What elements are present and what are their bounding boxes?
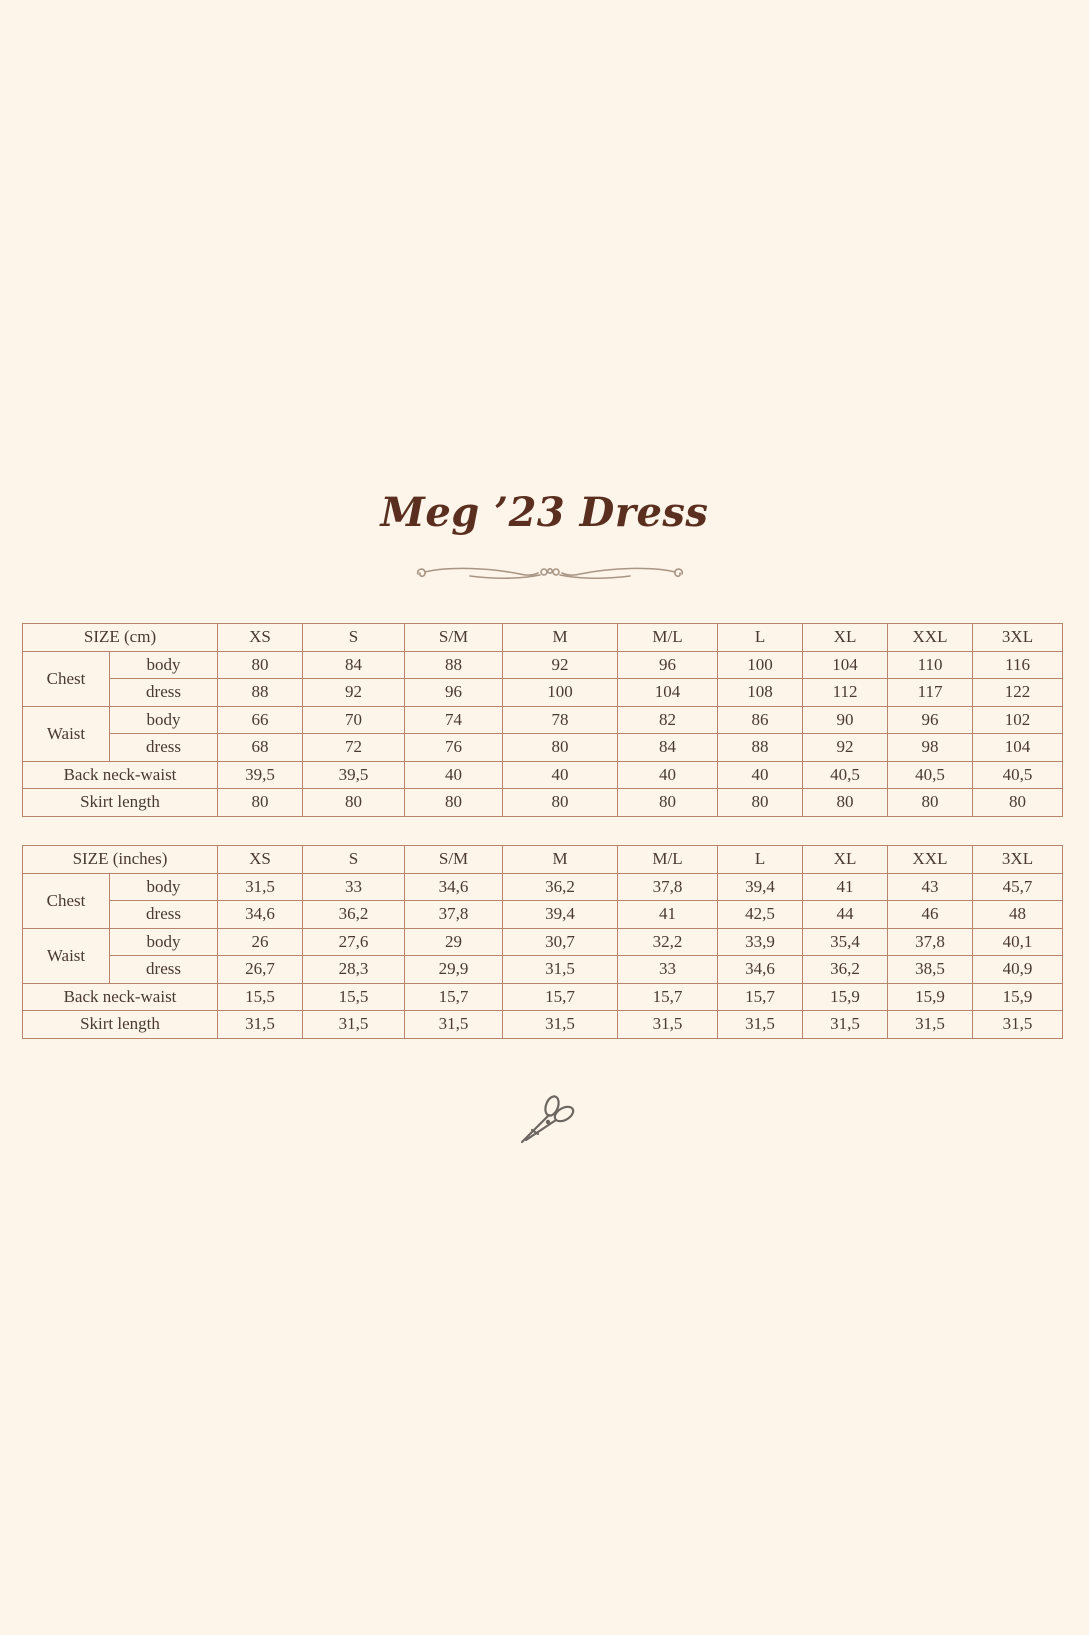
table-cell: 15,7 xyxy=(503,983,618,1011)
table-cell: 33 xyxy=(303,873,405,901)
table-cell: 37,8 xyxy=(618,873,718,901)
row-group-label: Chest xyxy=(23,651,110,706)
table-cell: 40,5 xyxy=(803,761,888,789)
row-sub-label: dress xyxy=(110,901,218,929)
table-cell: 100 xyxy=(503,679,618,707)
size-header-cell: L xyxy=(718,846,803,874)
size-header-label: SIZE (cm) xyxy=(23,624,218,652)
size-header-cell: S xyxy=(303,624,405,652)
table-cell: 92 xyxy=(303,679,405,707)
table-row xyxy=(23,873,1063,901)
table-cell: 80 xyxy=(973,789,1063,817)
table-cell: 46 xyxy=(888,901,973,929)
table-cell: 43 xyxy=(888,873,973,901)
table-row xyxy=(23,983,1063,1011)
table-cell: 40 xyxy=(718,761,803,789)
table-cell: 96 xyxy=(888,706,973,734)
table-cell: 41 xyxy=(618,901,718,929)
table-cell: 72 xyxy=(303,734,405,762)
table-cell: 39,5 xyxy=(303,761,405,789)
table-cell: 88 xyxy=(405,651,503,679)
row-group-label: Chest xyxy=(23,873,110,928)
table-cell: 41 xyxy=(803,873,888,901)
size-header-cell: S/M xyxy=(405,846,503,874)
row-sub-label: body xyxy=(110,928,218,956)
size-header-cell: M xyxy=(503,624,618,652)
row-sub-label: body xyxy=(110,651,218,679)
table-cell: 29 xyxy=(405,928,503,956)
table-cell: 39,4 xyxy=(503,901,618,929)
table-cell: 68 xyxy=(218,734,303,762)
table-cell: 40 xyxy=(618,761,718,789)
table-cell: 37,8 xyxy=(405,901,503,929)
size-header-cell: M/L xyxy=(618,846,718,874)
table-row xyxy=(23,789,1063,817)
table-row xyxy=(23,651,1063,679)
table-cell: 15,7 xyxy=(618,983,718,1011)
scissors-icon xyxy=(518,1092,580,1146)
table-cell: 96 xyxy=(405,679,503,707)
size-header-cell: XXL xyxy=(888,846,973,874)
table-cell: 34,6 xyxy=(405,873,503,901)
table-cell: 15,7 xyxy=(718,983,803,1011)
row-sub-label: dress xyxy=(110,679,218,707)
table-cell: 31,5 xyxy=(803,1011,888,1039)
size-header-cell: 3XL xyxy=(973,846,1063,874)
size-header-cell: XL xyxy=(803,846,888,874)
table-cell: 27,6 xyxy=(303,928,405,956)
size-header-cell: XS xyxy=(218,846,303,874)
table-header-row xyxy=(23,846,1063,874)
table-cell: 31,5 xyxy=(618,1011,718,1039)
table-row xyxy=(23,761,1063,789)
table-cell: 30,7 xyxy=(503,928,618,956)
table-cell: 48 xyxy=(973,901,1063,929)
table-row xyxy=(23,928,1063,956)
table-cell: 92 xyxy=(503,651,618,679)
page-title: Meg ’23 Dress xyxy=(380,489,709,536)
row-sub-label: dress xyxy=(110,956,218,984)
table-cell: 39,4 xyxy=(718,873,803,901)
table-cell: 80 xyxy=(405,789,503,817)
table-cell: 40 xyxy=(405,761,503,789)
table-cell: 36,2 xyxy=(303,901,405,929)
table-cell: 15,9 xyxy=(973,983,1063,1011)
table-cell: 92 xyxy=(803,734,888,762)
table-cell: 28,3 xyxy=(303,956,405,984)
table-cell: 34,6 xyxy=(718,956,803,984)
size-header-cell: M xyxy=(503,846,618,874)
table-cell: 31,5 xyxy=(218,1011,303,1039)
table-cell: 31,5 xyxy=(303,1011,405,1039)
table-cell: 36,2 xyxy=(803,956,888,984)
size-table-inches xyxy=(22,845,1063,1039)
table-cell: 80 xyxy=(218,651,303,679)
table-cell: 80 xyxy=(888,789,973,817)
table-cell: 34,6 xyxy=(218,901,303,929)
table-cell: 116 xyxy=(973,651,1063,679)
ornamental-flourish-icon xyxy=(410,560,690,588)
table-cell: 40,1 xyxy=(973,928,1063,956)
size-header-cell: S xyxy=(303,846,405,874)
table-cell: 80 xyxy=(718,789,803,817)
table-cell: 15,5 xyxy=(303,983,405,1011)
table-cell: 117 xyxy=(888,679,973,707)
table-cell: 122 xyxy=(973,679,1063,707)
table-cell: 86 xyxy=(718,706,803,734)
table-cell: 38,5 xyxy=(888,956,973,984)
table-cell: 80 xyxy=(803,789,888,817)
table-cell: 40,5 xyxy=(973,761,1063,789)
table-cell: 104 xyxy=(803,651,888,679)
table-cell: 45,7 xyxy=(973,873,1063,901)
size-header-cell: S/M xyxy=(405,624,503,652)
table-cell: 31,5 xyxy=(503,956,618,984)
size-header-cell: XXL xyxy=(888,624,973,652)
row-label: Back neck-waist xyxy=(23,983,218,1011)
row-sub-label: body xyxy=(110,873,218,901)
table-cell: 80 xyxy=(503,789,618,817)
table-cell: 15,9 xyxy=(803,983,888,1011)
table-cell: 26,7 xyxy=(218,956,303,984)
table-cell: 78 xyxy=(503,706,618,734)
table-cell: 33 xyxy=(618,956,718,984)
table-cell: 70 xyxy=(303,706,405,734)
row-group-label: Waist xyxy=(23,706,110,761)
table-cell: 76 xyxy=(405,734,503,762)
table-cell: 104 xyxy=(618,679,718,707)
table-cell: 35,4 xyxy=(803,928,888,956)
table-cell: 108 xyxy=(718,679,803,707)
table-row xyxy=(23,734,1063,762)
row-sub-label: dress xyxy=(110,734,218,762)
row-label: Back neck-waist xyxy=(23,761,218,789)
table-cell: 39,5 xyxy=(218,761,303,789)
size-header-cell: M/L xyxy=(618,624,718,652)
table-cell: 33,9 xyxy=(718,928,803,956)
table-cell: 102 xyxy=(973,706,1063,734)
table-cell: 100 xyxy=(718,651,803,679)
table-cell: 98 xyxy=(888,734,973,762)
table-cell: 110 xyxy=(888,651,973,679)
table-cell: 84 xyxy=(303,651,405,679)
table-cell: 40 xyxy=(503,761,618,789)
table-cell: 80 xyxy=(218,789,303,817)
table-cell: 36,2 xyxy=(503,873,618,901)
row-label: Skirt length xyxy=(23,1011,218,1039)
table-cell: 31,5 xyxy=(973,1011,1063,1039)
table-cell: 31,5 xyxy=(503,1011,618,1039)
table-cell: 82 xyxy=(618,706,718,734)
table-cell: 31,5 xyxy=(218,873,303,901)
table-cell: 42,5 xyxy=(718,901,803,929)
table-cell: 80 xyxy=(618,789,718,817)
table-cell: 66 xyxy=(218,706,303,734)
table-cell: 26 xyxy=(218,928,303,956)
table-cell: 88 xyxy=(218,679,303,707)
table-cell: 90 xyxy=(803,706,888,734)
table-cell: 74 xyxy=(405,706,503,734)
table-header-row xyxy=(23,624,1063,652)
table-row xyxy=(23,679,1063,707)
size-header-cell: L xyxy=(718,624,803,652)
table-cell: 29,9 xyxy=(405,956,503,984)
row-sub-label: body xyxy=(110,706,218,734)
table-cell: 31,5 xyxy=(718,1011,803,1039)
row-group-label: Waist xyxy=(23,928,110,983)
table-cell: 15,9 xyxy=(888,983,973,1011)
table-cell: 84 xyxy=(618,734,718,762)
table-cell: 104 xyxy=(973,734,1063,762)
table-cell: 31,5 xyxy=(888,1011,973,1039)
table-cell: 112 xyxy=(803,679,888,707)
table-cell: 31,5 xyxy=(405,1011,503,1039)
table-cell: 96 xyxy=(618,651,718,679)
size-header-cell: 3XL xyxy=(973,624,1063,652)
row-label: Skirt length xyxy=(23,789,218,817)
table-cell: 80 xyxy=(303,789,405,817)
table-row xyxy=(23,901,1063,929)
table-cell: 40,9 xyxy=(973,956,1063,984)
size-header-cell: XL xyxy=(803,624,888,652)
table-cell: 40,5 xyxy=(888,761,973,789)
table-row xyxy=(23,956,1063,984)
table-cell: 15,5 xyxy=(218,983,303,1011)
table-row xyxy=(23,706,1063,734)
size-header-label: SIZE (inches) xyxy=(23,846,218,874)
table-cell: 88 xyxy=(718,734,803,762)
table-row xyxy=(23,1011,1063,1039)
size-table-cm xyxy=(22,623,1063,817)
size-header-cell: XS xyxy=(218,624,303,652)
table-cell: 32,2 xyxy=(618,928,718,956)
table-cell: 44 xyxy=(803,901,888,929)
table-cell: 80 xyxy=(503,734,618,762)
table-cell: 15,7 xyxy=(405,983,503,1011)
table-cell: 37,8 xyxy=(888,928,973,956)
